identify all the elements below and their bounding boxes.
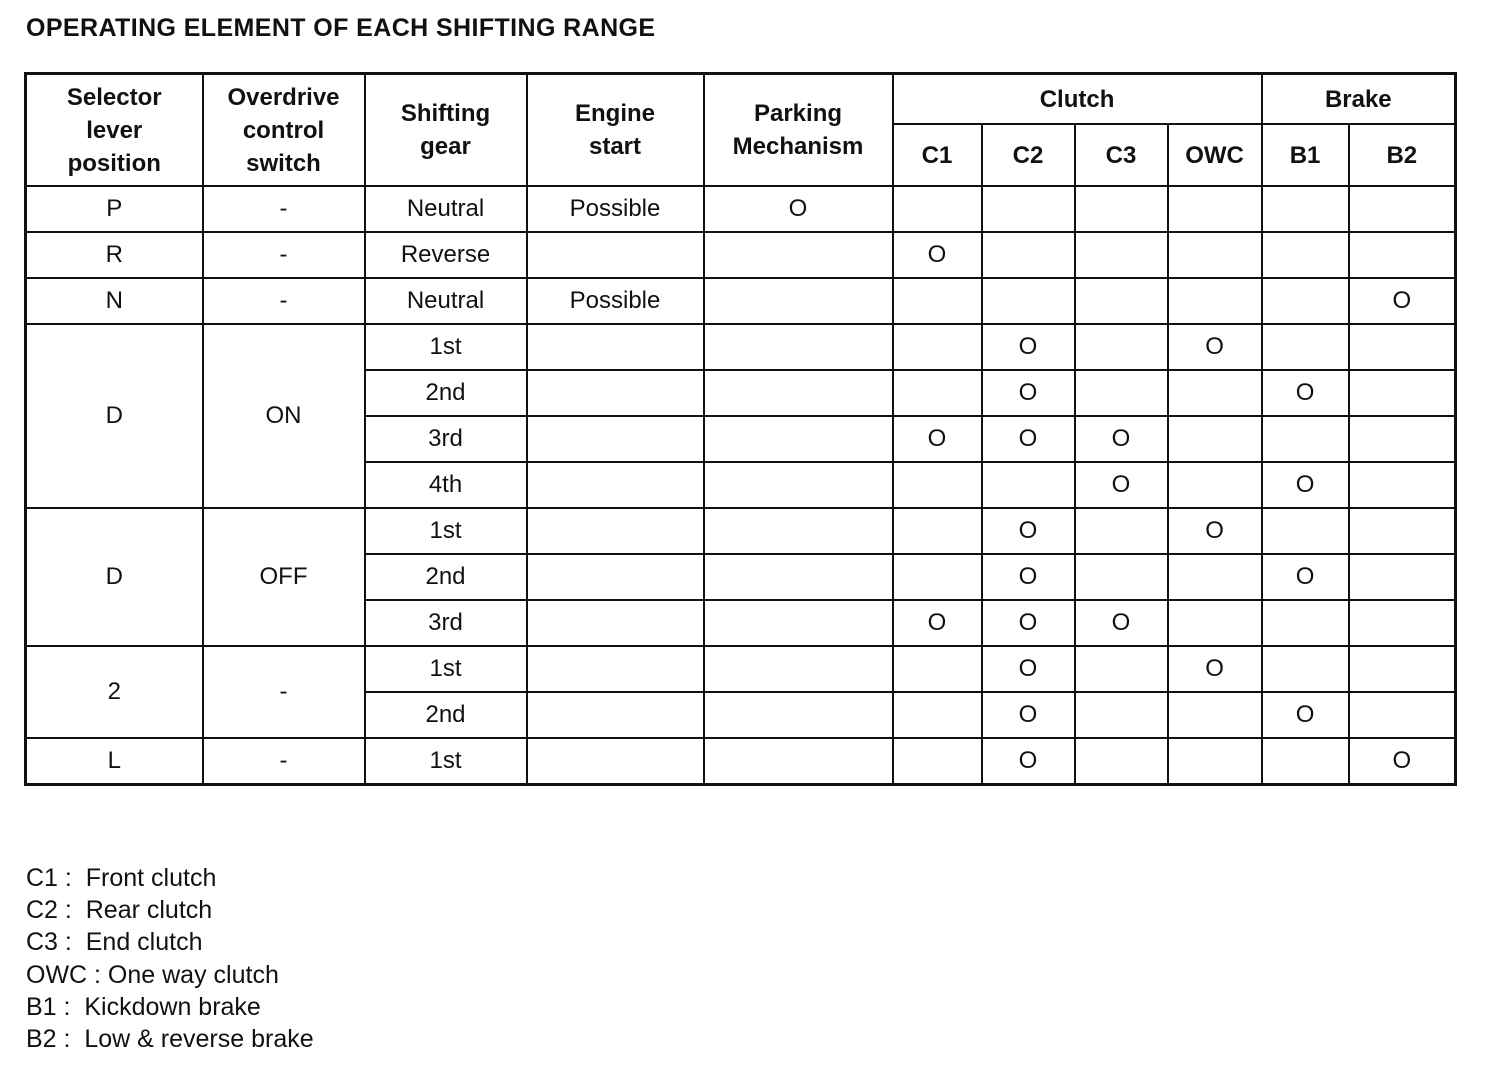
cell-b2 (1349, 508, 1456, 554)
cell-gear: 1st (365, 508, 527, 554)
cell-owc (1168, 416, 1262, 462)
cell-c3: O (1075, 462, 1168, 508)
cell-b2 (1349, 416, 1456, 462)
cell-c3 (1075, 370, 1168, 416)
cell-gear: 1st (365, 646, 527, 692)
header-owc: OWC (1168, 124, 1262, 186)
legend-item-b2: B2 : Low & reverse brake (26, 1025, 314, 1054)
cell-c3 (1075, 646, 1168, 692)
table-row (26, 324, 1456, 370)
cell-c2: O (982, 324, 1075, 370)
cell-c3 (1075, 232, 1168, 278)
cell-b1 (1262, 416, 1349, 462)
legend (26, 862, 314, 1055)
table-row (26, 508, 1456, 554)
cell-parking (704, 462, 893, 508)
cell-c3 (1075, 278, 1168, 324)
cell-c1: O (893, 600, 982, 646)
cell-parking (704, 278, 893, 324)
cell-c1 (893, 324, 982, 370)
cell-c1 (893, 738, 982, 785)
cell-c3 (1075, 738, 1168, 785)
cell-c3 (1075, 692, 1168, 738)
cell-gear: 2nd (365, 554, 527, 600)
cell-engine-start (527, 692, 704, 738)
cell-c3 (1075, 324, 1168, 370)
cell-b2: O (1349, 278, 1456, 324)
cell-parking (704, 646, 893, 692)
cell-parking (704, 692, 893, 738)
cell-owc (1168, 554, 1262, 600)
cell-b2 (1349, 646, 1456, 692)
cell-owc (1168, 600, 1262, 646)
cell-c3 (1075, 186, 1168, 232)
cell-engine-start (527, 232, 704, 278)
header-selector-lever-position: Selector lever position (26, 74, 203, 187)
cell-engine-start (527, 554, 704, 600)
cell-gear: Neutral (365, 186, 527, 232)
table-row (26, 646, 1456, 692)
cell-b1 (1262, 600, 1349, 646)
cell-overdrive: - (203, 646, 365, 738)
cell-c3: O (1075, 416, 1168, 462)
cell-overdrive: - (203, 278, 365, 324)
cell-b1 (1262, 738, 1349, 785)
cell-owc (1168, 186, 1262, 232)
table-row (26, 232, 1456, 278)
cell-b2 (1349, 232, 1456, 278)
cell-gear: 1st (365, 738, 527, 785)
cell-c1 (893, 646, 982, 692)
cell-c2 (982, 232, 1075, 278)
cell-c1: O (893, 416, 982, 462)
header-brake-group: Brake (1262, 74, 1456, 125)
cell-gear: 3rd (365, 416, 527, 462)
header-parking-mechanism: Parking Mechanism (704, 74, 893, 187)
cell-selector: N (26, 278, 203, 324)
cell-engine-start: Possible (527, 278, 704, 324)
cell-c2: O (982, 370, 1075, 416)
cell-parking (704, 508, 893, 554)
cell-gear: Reverse (365, 232, 527, 278)
cell-c1 (893, 692, 982, 738)
cell-c1 (893, 278, 982, 324)
cell-parking (704, 232, 893, 278)
cell-owc (1168, 370, 1262, 416)
cell-c2 (982, 278, 1075, 324)
cell-b2: O (1349, 738, 1456, 785)
cell-engine-start (527, 324, 704, 370)
cell-engine-start (527, 738, 704, 785)
header-shifting-gear: Shifting gear (365, 74, 527, 187)
cell-c1 (893, 462, 982, 508)
cell-engine-start (527, 646, 704, 692)
cell-parking (704, 324, 893, 370)
cell-selector: P (26, 186, 203, 232)
cell-selector: 2 (26, 646, 203, 738)
cell-owc: O (1168, 324, 1262, 370)
cell-engine-start (527, 600, 704, 646)
legend-item-b1: B1 : Kickdown brake (26, 992, 261, 1021)
cell-c2: O (982, 738, 1075, 785)
cell-c2: O (982, 692, 1075, 738)
table-row (26, 186, 1456, 232)
cell-b1: O (1262, 554, 1349, 600)
cell-b1: O (1262, 370, 1349, 416)
cell-b1 (1262, 278, 1349, 324)
cell-overdrive: - (203, 232, 365, 278)
cell-owc (1168, 738, 1262, 785)
cell-b1 (1262, 508, 1349, 554)
cell-selector: R (26, 232, 203, 278)
cell-parking (704, 554, 893, 600)
cell-b1: O (1262, 692, 1349, 738)
cell-overdrive: ON (203, 324, 365, 508)
header-c1: C1 (893, 124, 982, 186)
cell-gear: 2nd (365, 370, 527, 416)
cell-b1 (1262, 646, 1349, 692)
cell-c2 (982, 462, 1075, 508)
cell-c2: O (982, 600, 1075, 646)
cell-gear: 1st (365, 324, 527, 370)
cell-c2: O (982, 554, 1075, 600)
header-c2: C2 (982, 124, 1075, 186)
cell-owc (1168, 278, 1262, 324)
header-overdrive-control-switch: Overdrive control switch (203, 74, 365, 187)
cell-b1 (1262, 232, 1349, 278)
cell-overdrive: - (203, 738, 365, 785)
cell-parking (704, 416, 893, 462)
header-engine-start: Engine start (527, 74, 704, 187)
cell-b2 (1349, 370, 1456, 416)
cell-c2: O (982, 508, 1075, 554)
header-clutch-group: Clutch (893, 74, 1262, 125)
cell-c3 (1075, 508, 1168, 554)
cell-c2 (982, 186, 1075, 232)
cell-c1 (893, 508, 982, 554)
cell-c3 (1075, 554, 1168, 600)
cell-engine-start (527, 416, 704, 462)
cell-owc (1168, 692, 1262, 738)
header-b2: B2 (1349, 124, 1456, 186)
cell-engine-start (527, 370, 704, 416)
cell-gear: 2nd (365, 692, 527, 738)
legend-item-c2: C2 : Rear clutch (26, 896, 213, 925)
cell-overdrive: OFF (203, 508, 365, 646)
cell-parking: O (704, 186, 893, 232)
cell-b2 (1349, 186, 1456, 232)
cell-b2 (1349, 324, 1456, 370)
table-row (26, 738, 1456, 785)
cell-b2 (1349, 692, 1456, 738)
cell-parking (704, 370, 893, 416)
cell-b2 (1349, 600, 1456, 646)
cell-owc: O (1168, 508, 1262, 554)
operating-element-table (24, 72, 1457, 786)
header-b1: B1 (1262, 124, 1349, 186)
legend-item-c3: C3 : End clutch (26, 928, 203, 957)
cell-overdrive: - (203, 186, 365, 232)
cell-b1 (1262, 324, 1349, 370)
cell-c1 (893, 370, 982, 416)
cell-selector: D (26, 324, 203, 508)
cell-c1 (893, 186, 982, 232)
cell-engine-start (527, 462, 704, 508)
header-c3: C3 (1075, 124, 1168, 186)
cell-parking (704, 600, 893, 646)
cell-owc: O (1168, 646, 1262, 692)
cell-c3: O (1075, 600, 1168, 646)
cell-c2: O (982, 416, 1075, 462)
page-title: OPERATING ELEMENT OF EACH SHIFTING RANGE (26, 14, 656, 42)
cell-selector: D (26, 508, 203, 646)
cell-gear: 4th (365, 462, 527, 508)
cell-gear: 3rd (365, 600, 527, 646)
cell-c1: O (893, 232, 982, 278)
table-row (26, 278, 1456, 324)
cell-owc (1168, 462, 1262, 508)
cell-gear: Neutral (365, 278, 527, 324)
legend-item-owc: OWC : One way clutch (26, 960, 279, 989)
cell-b2 (1349, 554, 1456, 600)
cell-b1: O (1262, 462, 1349, 508)
cell-b2 (1349, 462, 1456, 508)
cell-selector: L (26, 738, 203, 785)
cell-c2: O (982, 646, 1075, 692)
cell-owc (1168, 232, 1262, 278)
cell-parking (704, 738, 893, 785)
legend-item-c1: C1 : Front clutch (26, 864, 217, 892)
cell-b1 (1262, 186, 1349, 232)
cell-engine-start: Possible (527, 186, 704, 232)
cell-c1 (893, 554, 982, 600)
cell-engine-start (527, 508, 704, 554)
